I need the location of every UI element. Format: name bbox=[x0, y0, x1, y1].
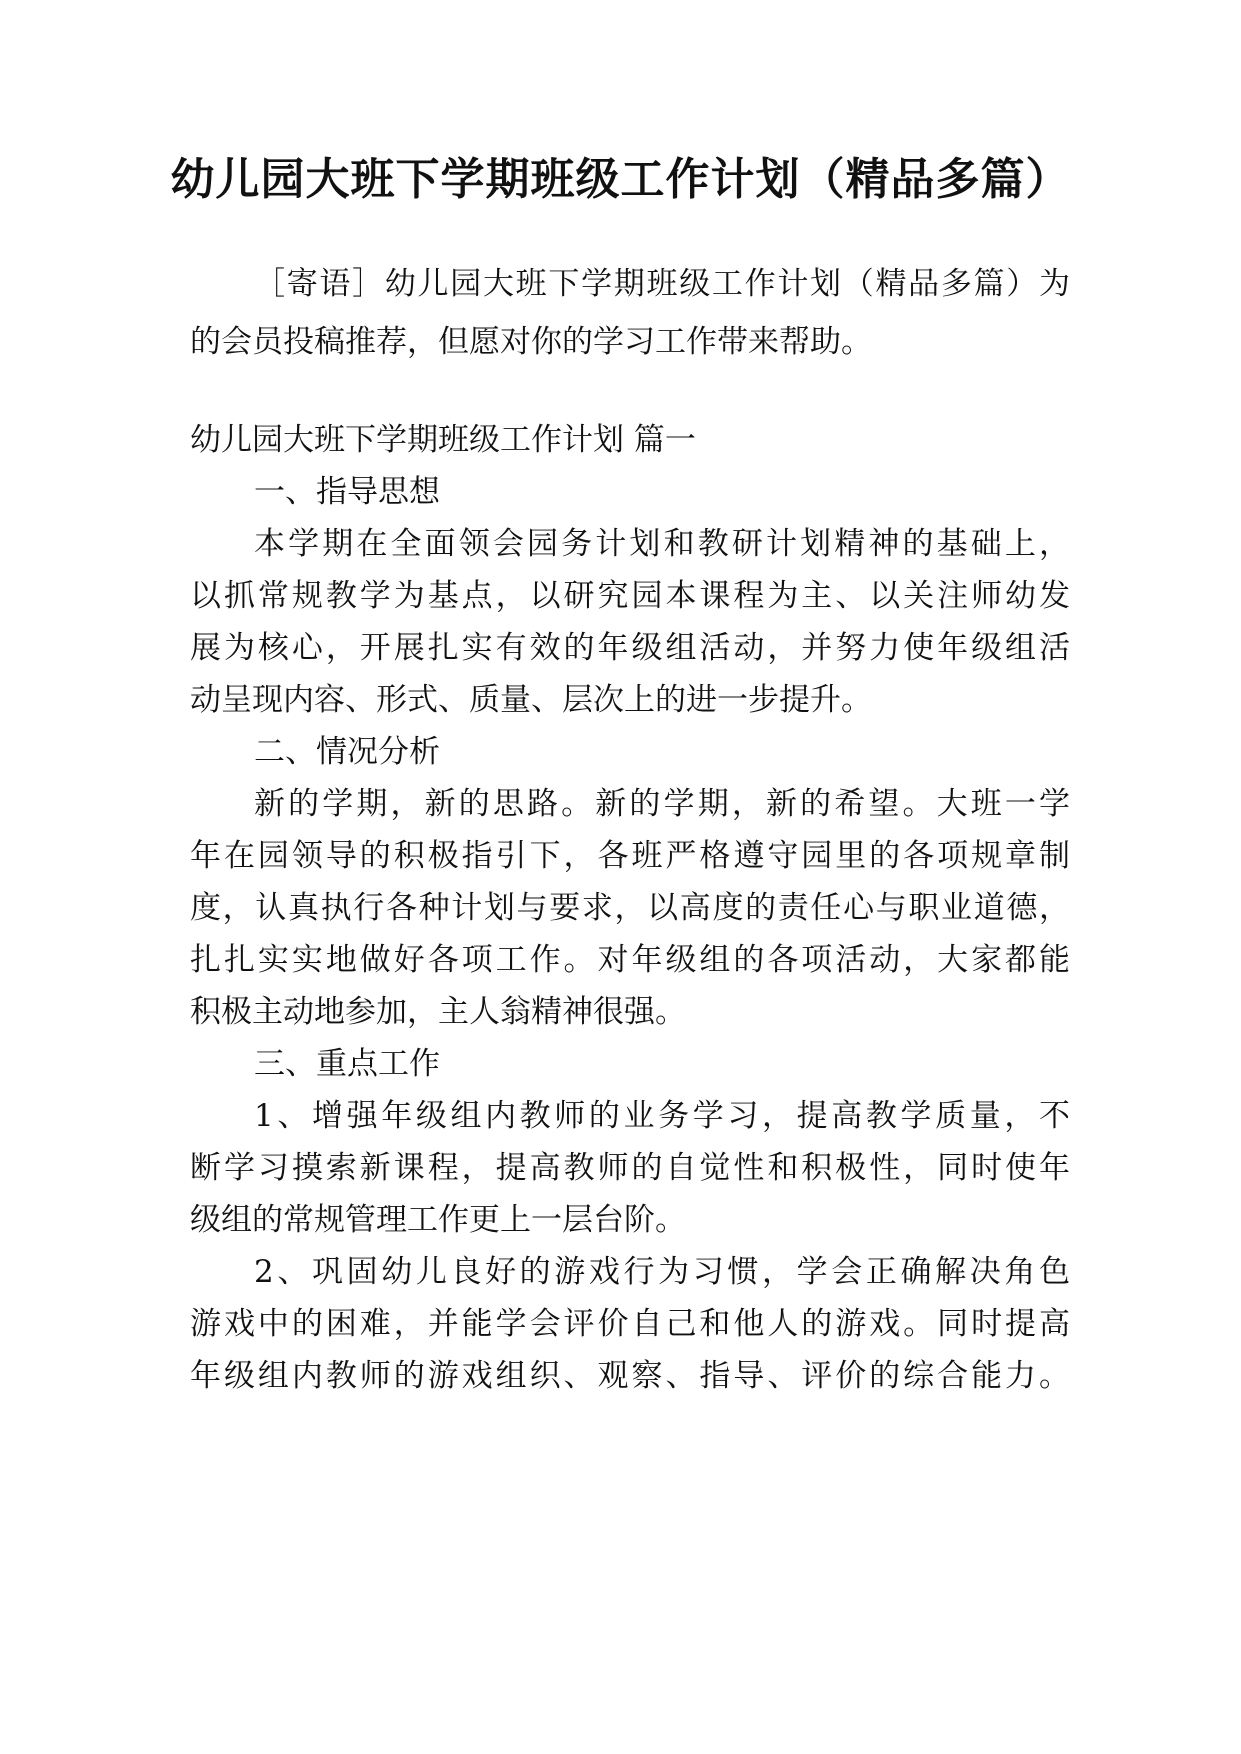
paragraph-line: 级组的常规管理工作更上一层台阶。 bbox=[190, 1202, 686, 1238]
intro-line-1: ［寄语］幼儿园大班下学期班级工作计划（精品多篇）为 bbox=[254, 266, 1070, 302]
paragraph-line: 游戏中的困难，并能学会评价自己和他人的游戏。同时提高 bbox=[190, 1306, 1070, 1342]
document-title: 幼儿园大班下学期班级工作计划（精品多篇） bbox=[170, 154, 1071, 205]
paragraph-line: 断学习摸索新课程，提高教师的自觉性和积极性，同时使年 bbox=[190, 1150, 1070, 1186]
paragraph-line: 2、巩固幼儿良好的游戏行为习惯，学会正确解决角色 bbox=[254, 1254, 1070, 1290]
paragraph-line: 积极主动地参加，主人翁精神很强。 bbox=[190, 994, 686, 1030]
paragraph-line: 本学期在全面领会园务计划和教研计划精神的基础上， bbox=[254, 526, 1070, 562]
paragraph-line: 动呈现内容、形式、质量、层次上的进一步提升。 bbox=[190, 682, 872, 718]
section-heading: 幼儿园大班下学期班级工作计划 篇一 bbox=[190, 422, 696, 458]
paragraph-line: 度，认真执行各种计划与要求，以高度的责任心与职业道德， bbox=[190, 890, 1070, 926]
paragraph-line: 1、增强年级组内教师的业务学习，提高教学质量，不 bbox=[254, 1098, 1070, 1134]
subheading-situation-analysis: 二、情况分析 bbox=[254, 734, 440, 770]
paragraph-line: 新的学期，新的思路。新的学期，新的希望。大班一学 bbox=[254, 786, 1070, 822]
paragraph-line: 展为核心，开展扎实有效的年级组活动，并努力使年级组活 bbox=[190, 630, 1070, 666]
paragraph-line: 以抓常规教学为基点，以研究园本课程为主、以关注师幼发 bbox=[190, 578, 1070, 614]
paragraph-line: 扎扎实实地做好各项工作。对年级组的各项活动，大家都能 bbox=[190, 942, 1070, 978]
intro-line-2: 的会员投稿推荐，但愿对你的学习工作带来帮助。 bbox=[190, 324, 872, 360]
subheading-guiding-thought: 一、指导思想 bbox=[254, 474, 440, 510]
paragraph-line: 年在园领导的积极指引下，各班严格遵守园里的各项规章制 bbox=[190, 838, 1070, 874]
paragraph-line: 年级组内教师的游戏组织、观察、指导、评价的综合能力。 bbox=[190, 1358, 1070, 1394]
subheading-key-work: 三、重点工作 bbox=[254, 1046, 440, 1082]
